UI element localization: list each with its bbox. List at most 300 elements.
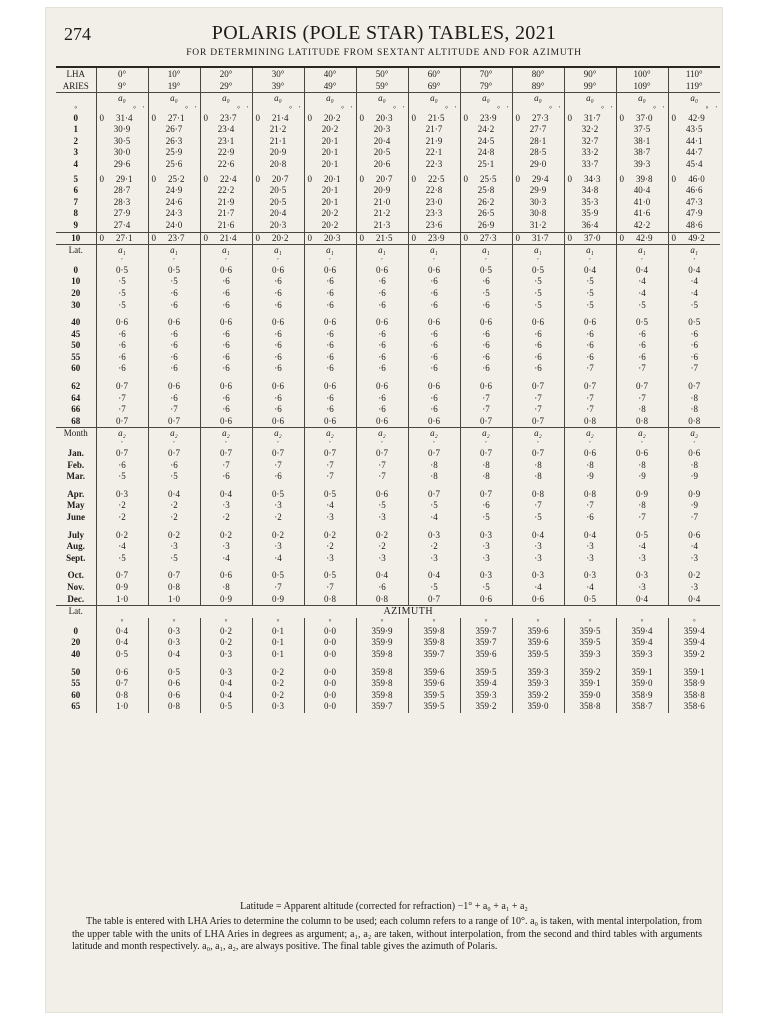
- a1-value: ·6: [460, 300, 512, 312]
- azimuth-degree-unit: °: [408, 618, 460, 626]
- a0-value-cell: [668, 124, 720, 136]
- a0-minutes: 22·2: [217, 185, 235, 196]
- a0-minutes: 22·1: [425, 147, 443, 158]
- a0-minutes: 24·3: [165, 208, 183, 219]
- latitude-label: 65: [71, 701, 81, 712]
- a0-minutes: 27·3: [532, 112, 549, 123]
- a0-value-cell: [148, 197, 200, 209]
- minute-mark: ′: [298, 104, 301, 113]
- a0-value-cell: [356, 232, 408, 245]
- a2-data-row: [56, 500, 720, 512]
- a1-value: 0·4: [616, 265, 668, 277]
- unit-mark: ′: [408, 440, 460, 448]
- a0-value-cell: [356, 113, 408, 125]
- a0-minutes: 30·8: [529, 208, 547, 219]
- month-label: June: [66, 512, 85, 522]
- a1-value: 0·7: [616, 381, 668, 393]
- column-range-to: 39°: [252, 80, 304, 93]
- a2-data-row: [56, 471, 720, 483]
- a0-degrees: 0: [411, 112, 416, 123]
- azimuth-value: 0·1: [252, 626, 304, 638]
- a1-value: ·6: [200, 329, 252, 341]
- column-range-from: 70°: [460, 67, 512, 80]
- minute-mark: ′: [142, 104, 145, 113]
- a2-value: 0·6: [668, 448, 720, 460]
- a1-value: ·6: [96, 340, 148, 352]
- a1-value: ·6: [616, 352, 668, 364]
- a2-value: 0·4: [200, 489, 252, 501]
- a2-value: ·8: [460, 460, 512, 472]
- a0-minutes: 28·7: [113, 185, 131, 196]
- a1-value: ·6: [304, 276, 356, 288]
- a2-value: 0·6: [512, 594, 564, 606]
- a0-minutes: 33·7: [581, 158, 599, 169]
- a0-minutes: 29·4: [532, 173, 549, 184]
- azimuth-value: 0·7: [96, 678, 148, 690]
- latitude-label: 68: [71, 415, 81, 426]
- a2-value: ·6: [460, 500, 512, 512]
- a0-value-cell: [148, 159, 200, 171]
- a0-value-cell: [200, 197, 252, 209]
- unit-mark: ′: [96, 257, 148, 265]
- latitude-label: 60: [71, 363, 81, 374]
- a0-minutes: 20·3: [376, 112, 393, 123]
- a0-value-cell: [252, 159, 304, 171]
- a1-value: 0·4: [564, 265, 616, 277]
- azimuth-value: 0·2: [252, 667, 304, 679]
- azimuth-value: 359·3: [564, 649, 616, 661]
- a0-value-cell: [512, 185, 564, 197]
- a1-data-row: [56, 340, 720, 352]
- a0-value-cell: [408, 147, 460, 159]
- a2-symbol-row: [56, 428, 720, 440]
- a0-value-cell: [668, 220, 720, 232]
- a1-value: 0·6: [252, 265, 304, 277]
- a2-symbol: a₂: [200, 428, 252, 440]
- a0-symbol: a₀: [200, 93, 252, 105]
- column-range-to: 79°: [460, 80, 512, 93]
- a1-value: ·6: [148, 363, 200, 375]
- a1-value: ·6: [668, 329, 720, 341]
- a0-minutes: 26·3: [165, 135, 183, 146]
- a0-minutes: 22·5: [428, 173, 445, 184]
- column-range-to: 9°: [96, 80, 148, 93]
- azimuth-degree-unit: °: [668, 618, 720, 626]
- a1-value: ·6: [460, 276, 512, 288]
- a1-value: 0·6: [408, 265, 460, 277]
- a1-value: ·7: [616, 393, 668, 405]
- azimuth-value: 359·5: [564, 626, 616, 638]
- a1-value: ·6: [408, 363, 460, 375]
- minute-mark: ′: [246, 104, 249, 113]
- azimuth-value: 359·7: [460, 637, 512, 649]
- a0-minutes: 20·1: [321, 185, 339, 196]
- a0-minutes: 21·2: [373, 208, 391, 219]
- a0-value-cell: [668, 136, 720, 148]
- a0-value-cell: [148, 208, 200, 220]
- a0-unit-row: [56, 105, 720, 113]
- azimuth-value: 0·4: [148, 649, 200, 661]
- a0-value-cell: [512, 197, 564, 209]
- a0-value-cell: [304, 124, 356, 136]
- a1-value: ·5: [148, 276, 200, 288]
- a2-value: 0·3: [460, 570, 512, 582]
- a2-value: 0·2: [148, 530, 200, 542]
- a0-minutes: 30·5: [113, 135, 131, 146]
- a0-minutes: 20·1: [321, 158, 339, 169]
- a0-degrees: 0: [567, 112, 572, 123]
- latitude-label: 10: [71, 276, 81, 287]
- a0-value-cell: [408, 208, 460, 220]
- azimuth-value: 359·1: [668, 667, 720, 679]
- a0-value-cell: [200, 159, 252, 171]
- a1-value: ·6: [200, 276, 252, 288]
- a0-value-cell: [616, 185, 668, 197]
- a0-value-cell: [512, 136, 564, 148]
- azimuth-value: 1·0: [96, 701, 148, 713]
- a1-value: 0·6: [200, 381, 252, 393]
- latitude-label: 50: [71, 666, 81, 677]
- azimuth-degree-unit: °: [460, 618, 512, 626]
- a2-symbol: a₂: [252, 428, 304, 440]
- unit-mark: ′: [200, 257, 252, 265]
- a1-data-row: [56, 276, 720, 288]
- a0-value-cell: [564, 185, 616, 197]
- azimuth-value: 359·8: [356, 667, 408, 679]
- a0-minutes: 25·8: [477, 185, 495, 196]
- a0-minutes: 31·7: [584, 112, 601, 123]
- a0-value-cell: [564, 147, 616, 159]
- a1-data-row: [56, 363, 720, 375]
- a2-value: ·7: [616, 512, 668, 524]
- a1-value: ·6: [200, 352, 252, 364]
- latitude-label: 0: [73, 264, 78, 275]
- a0-symbol: a₀: [512, 93, 564, 105]
- latitude-label: 20: [71, 637, 81, 648]
- a1-value: ·6: [408, 352, 460, 364]
- a0-value-cell: [512, 220, 564, 232]
- column-range-from: 90°: [564, 67, 616, 80]
- azimuth-value: 358·6: [668, 701, 720, 713]
- azimuth-value: 0·4: [96, 626, 148, 638]
- a0-corner: [56, 93, 96, 105]
- a0-degrees: 0: [515, 232, 520, 243]
- a0-minutes: 42·2: [633, 219, 651, 230]
- azimuth-value: 0·3: [252, 701, 304, 713]
- column-range-from: 0°: [96, 67, 148, 80]
- a2-value: 0·5: [304, 489, 356, 501]
- a1-value: ·6: [408, 288, 460, 300]
- aries-label: ARIES: [62, 81, 89, 91]
- azimuth-degree-unit: °: [356, 618, 408, 626]
- a0-value-cell: [616, 208, 668, 220]
- azimuth-value: 0·3: [148, 637, 200, 649]
- a0-minutes: 39·3: [633, 158, 651, 169]
- a2-value: 0·3: [96, 489, 148, 501]
- a1-value: ·5: [512, 276, 564, 288]
- a0-degrees: 0: [463, 173, 468, 184]
- a0-degrees: 0: [463, 112, 468, 123]
- month-label: Aug.: [66, 541, 85, 552]
- a2-value: 0·4: [408, 570, 460, 582]
- a0-value-cell: [512, 208, 564, 220]
- a2-symbol: a₂: [460, 428, 512, 440]
- a1-value: ·7: [460, 393, 512, 405]
- a2-value: ·3: [356, 512, 408, 524]
- a0-value-cell: [356, 174, 408, 186]
- a2-value: ·2: [96, 500, 148, 512]
- month-label: Feb.: [67, 459, 85, 470]
- a0-value-cell: [564, 197, 616, 209]
- a1-value: ·6: [148, 352, 200, 364]
- a0-minutes: 21·0: [373, 196, 391, 207]
- a0-degrees: 0: [619, 232, 624, 243]
- a0-minutes: 44·1: [686, 135, 703, 146]
- a0-degrees: 0: [203, 232, 208, 243]
- page-number: 274: [64, 24, 91, 44]
- a1-data-row: [56, 381, 720, 393]
- a1-value: ·6: [512, 352, 564, 364]
- unit-label-cell: [56, 618, 96, 626]
- a1-value: 0·6: [304, 265, 356, 277]
- a0-value-cell: [564, 220, 616, 232]
- a0-value-cell: [304, 185, 356, 197]
- azimuth-value: 359·5: [564, 637, 616, 649]
- a1-symbol: a₁: [356, 245, 408, 257]
- a0-minutes: 22·6: [217, 158, 235, 169]
- a2-value: ·6: [200, 471, 252, 483]
- a2-value: ·3: [304, 512, 356, 524]
- azimuth-value: 359·6: [460, 649, 512, 661]
- a1-symbol: a₁: [668, 245, 720, 257]
- a2-value: ·8: [512, 471, 564, 483]
- a0-degrees: 0: [411, 232, 416, 243]
- a1-value: ·6: [668, 352, 720, 364]
- a0-value-cell: [304, 174, 356, 186]
- a0-minutes: 35·3: [581, 196, 599, 207]
- column-range-from: 30°: [252, 67, 304, 80]
- a1-symbol-row: [56, 245, 720, 257]
- azimuth-value: 0·0: [304, 626, 356, 638]
- azimuth-value: 359·8: [356, 649, 408, 661]
- a0-minutes: 23·7: [168, 232, 185, 243]
- a0-minutes: 37·0: [584, 232, 601, 243]
- a0-value-cell: [616, 147, 668, 159]
- azimuth-degree-unit: °: [148, 618, 200, 626]
- azimuth-value: 359·8: [356, 690, 408, 702]
- azimuth-value: 0·0: [304, 678, 356, 690]
- azimuth-value: 0·2: [200, 626, 252, 638]
- a0-minutes: 29·9: [529, 185, 547, 196]
- a2-value: 0·7: [408, 594, 460, 606]
- minute-mark: ′: [350, 104, 353, 113]
- a2-value: 0·6: [356, 489, 408, 501]
- column-range-to: 19°: [148, 80, 200, 93]
- a0-degrees: 0: [515, 173, 520, 184]
- a0-degrees: 0: [567, 232, 572, 243]
- a0-value-cell: [356, 220, 408, 232]
- a2-value: ·4: [564, 582, 616, 594]
- a1-value: 0·6: [408, 381, 460, 393]
- a0-data-row: [56, 113, 720, 125]
- azimuth-value: 359·8: [408, 637, 460, 649]
- a1-value: ·6: [96, 329, 148, 341]
- a2-value: ·3: [252, 500, 304, 512]
- a1-value: ·6: [200, 393, 252, 405]
- a1-data-row: [56, 288, 720, 300]
- azimuth-degree-unit: °: [564, 618, 616, 626]
- a0-degrees: 0: [671, 112, 676, 123]
- a0-degrees: 0: [359, 112, 364, 123]
- a0-symbol-row: [56, 93, 720, 105]
- a0-value-cell: [148, 147, 200, 159]
- a2-value: 0·8: [304, 594, 356, 606]
- a0-value-cell: [616, 159, 668, 171]
- unit-mark: ′: [408, 257, 460, 265]
- a2-value: ·3: [564, 541, 616, 553]
- azimuth-degree-unit: °: [252, 618, 304, 626]
- a0-data-row: [56, 174, 720, 186]
- a2-value: ·3: [200, 500, 252, 512]
- a1-value: 0·5: [460, 265, 512, 277]
- azimuth-value: 359·4: [668, 637, 720, 649]
- a2-value: 0·6: [564, 448, 616, 460]
- a1-value: ·6: [564, 352, 616, 364]
- a2-value: ·8: [616, 460, 668, 472]
- a0-minutes: 41·6: [633, 208, 651, 219]
- a0-minutes: 34·3: [584, 173, 601, 184]
- a0-minutes: 36·4: [581, 219, 599, 230]
- a1-value: ·6: [148, 329, 200, 341]
- a0-minutes: 32·2: [581, 124, 599, 135]
- a1-value: ·5: [96, 300, 148, 312]
- a0-minutes: 22·8: [425, 185, 443, 196]
- a0-value-cell: [200, 174, 252, 186]
- a0-value-cell: [304, 113, 356, 125]
- degree-mark: °: [341, 104, 344, 113]
- azimuth-degree-unit: °: [512, 618, 564, 626]
- a2-value: ·8: [408, 460, 460, 472]
- a0-value-cell: [148, 113, 200, 125]
- a1-value: ·6: [408, 329, 460, 341]
- a1-value: 0·7: [512, 416, 564, 428]
- unit-mark: ′: [304, 257, 356, 265]
- a2-value: 0·4: [148, 489, 200, 501]
- a0-minutes: 20·8: [269, 158, 287, 169]
- a1-value: 0·8: [616, 416, 668, 428]
- a0-value-cell: [252, 124, 304, 136]
- a0-minutes: 20·7: [272, 173, 289, 184]
- a0-value-cell: [408, 232, 460, 245]
- a0-degrees: 0: [307, 112, 312, 123]
- a1-value: 0·6: [252, 416, 304, 428]
- azimuth-value: 359·2: [512, 690, 564, 702]
- a2-value: ·6: [356, 582, 408, 594]
- azimuth-value: 359·6: [408, 667, 460, 679]
- a0-value-cell: [564, 232, 616, 245]
- a2-symbol: a₂: [148, 428, 200, 440]
- a1-value: ·6: [512, 363, 564, 375]
- a1-value: ·6: [356, 288, 408, 300]
- a1-value: 0·6: [512, 317, 564, 329]
- a0-unit-cell: [200, 105, 252, 113]
- a1-value: 0·5: [668, 317, 720, 329]
- unit-label-cell: [56, 440, 96, 448]
- a2-value: ·8: [460, 471, 512, 483]
- month-label: July: [67, 529, 84, 540]
- a0-degrees: 0: [255, 173, 260, 184]
- a1-value: ·6: [408, 340, 460, 352]
- a0-unit-cell: [148, 105, 200, 113]
- azimuth-value: 359·7: [408, 649, 460, 661]
- column-range-from: 110°: [668, 67, 720, 80]
- a0-minutes: 31·2: [529, 219, 547, 230]
- a0-unit-cell: [304, 105, 356, 113]
- a0-minutes: 29·0: [529, 158, 547, 169]
- month-label: Nov.: [67, 581, 85, 592]
- a0-value-cell: [668, 174, 720, 186]
- unit-mark: ′: [616, 257, 668, 265]
- a0-symbol: a₀: [408, 93, 460, 105]
- a0-minutes: 25·6: [165, 158, 183, 169]
- a0-unit-cell: [616, 105, 668, 113]
- azimuth-value: 0·1: [252, 637, 304, 649]
- azimuth-value: 0·0: [304, 637, 356, 649]
- a0-minutes: 35·9: [581, 208, 599, 219]
- a0-value-cell: [460, 232, 512, 245]
- a1-value: ·6: [148, 393, 200, 405]
- a2-value: ·7: [356, 471, 408, 483]
- a1-value: ·5: [668, 300, 720, 312]
- lha-unit-label: 0: [73, 112, 78, 123]
- a0-value-cell: [616, 136, 668, 148]
- a0-minutes: 21·1: [269, 135, 287, 146]
- a2-value: ·8: [668, 460, 720, 472]
- a0-minutes: 23·4: [217, 124, 235, 135]
- a0-minutes: 20·3: [373, 124, 391, 135]
- azimuth-value: 359·6: [512, 626, 564, 638]
- a0-minutes: 32·7: [581, 135, 599, 146]
- a1-value: 0·5: [512, 265, 564, 277]
- a1-value: 0·7: [564, 381, 616, 393]
- a0-unit-cell: [512, 105, 564, 113]
- latitude-label: 45: [71, 328, 81, 339]
- azimuth-value: 359·6: [408, 678, 460, 690]
- degree-mark: °: [601, 104, 604, 113]
- a0-degrees: 0: [99, 232, 104, 243]
- a0-minutes: 26·5: [477, 208, 495, 219]
- a1-value: ·7: [460, 404, 512, 416]
- a0-minutes: 24·2: [477, 124, 495, 135]
- a2-value: ·2: [96, 512, 148, 524]
- unit-mark: ′: [512, 257, 564, 265]
- latitude-label: 55: [71, 351, 81, 362]
- a0-value-cell: [252, 136, 304, 148]
- minute-mark: ′: [402, 104, 405, 113]
- unit-mark: ′: [252, 440, 304, 448]
- a0-value-cell: [96, 197, 148, 209]
- a0-value-cell: [616, 113, 668, 125]
- a0-degrees: 0: [151, 173, 156, 184]
- polaris-table: [56, 66, 720, 713]
- a0-minutes: 20·4: [373, 135, 391, 146]
- a0-value-cell: [304, 208, 356, 220]
- a2-data-row: [56, 582, 720, 594]
- a0-minutes: 38·1: [633, 135, 651, 146]
- azimuth-value: 0·0: [304, 667, 356, 679]
- a0-minutes: 20·5: [269, 185, 287, 196]
- a1-value: ·4: [616, 276, 668, 288]
